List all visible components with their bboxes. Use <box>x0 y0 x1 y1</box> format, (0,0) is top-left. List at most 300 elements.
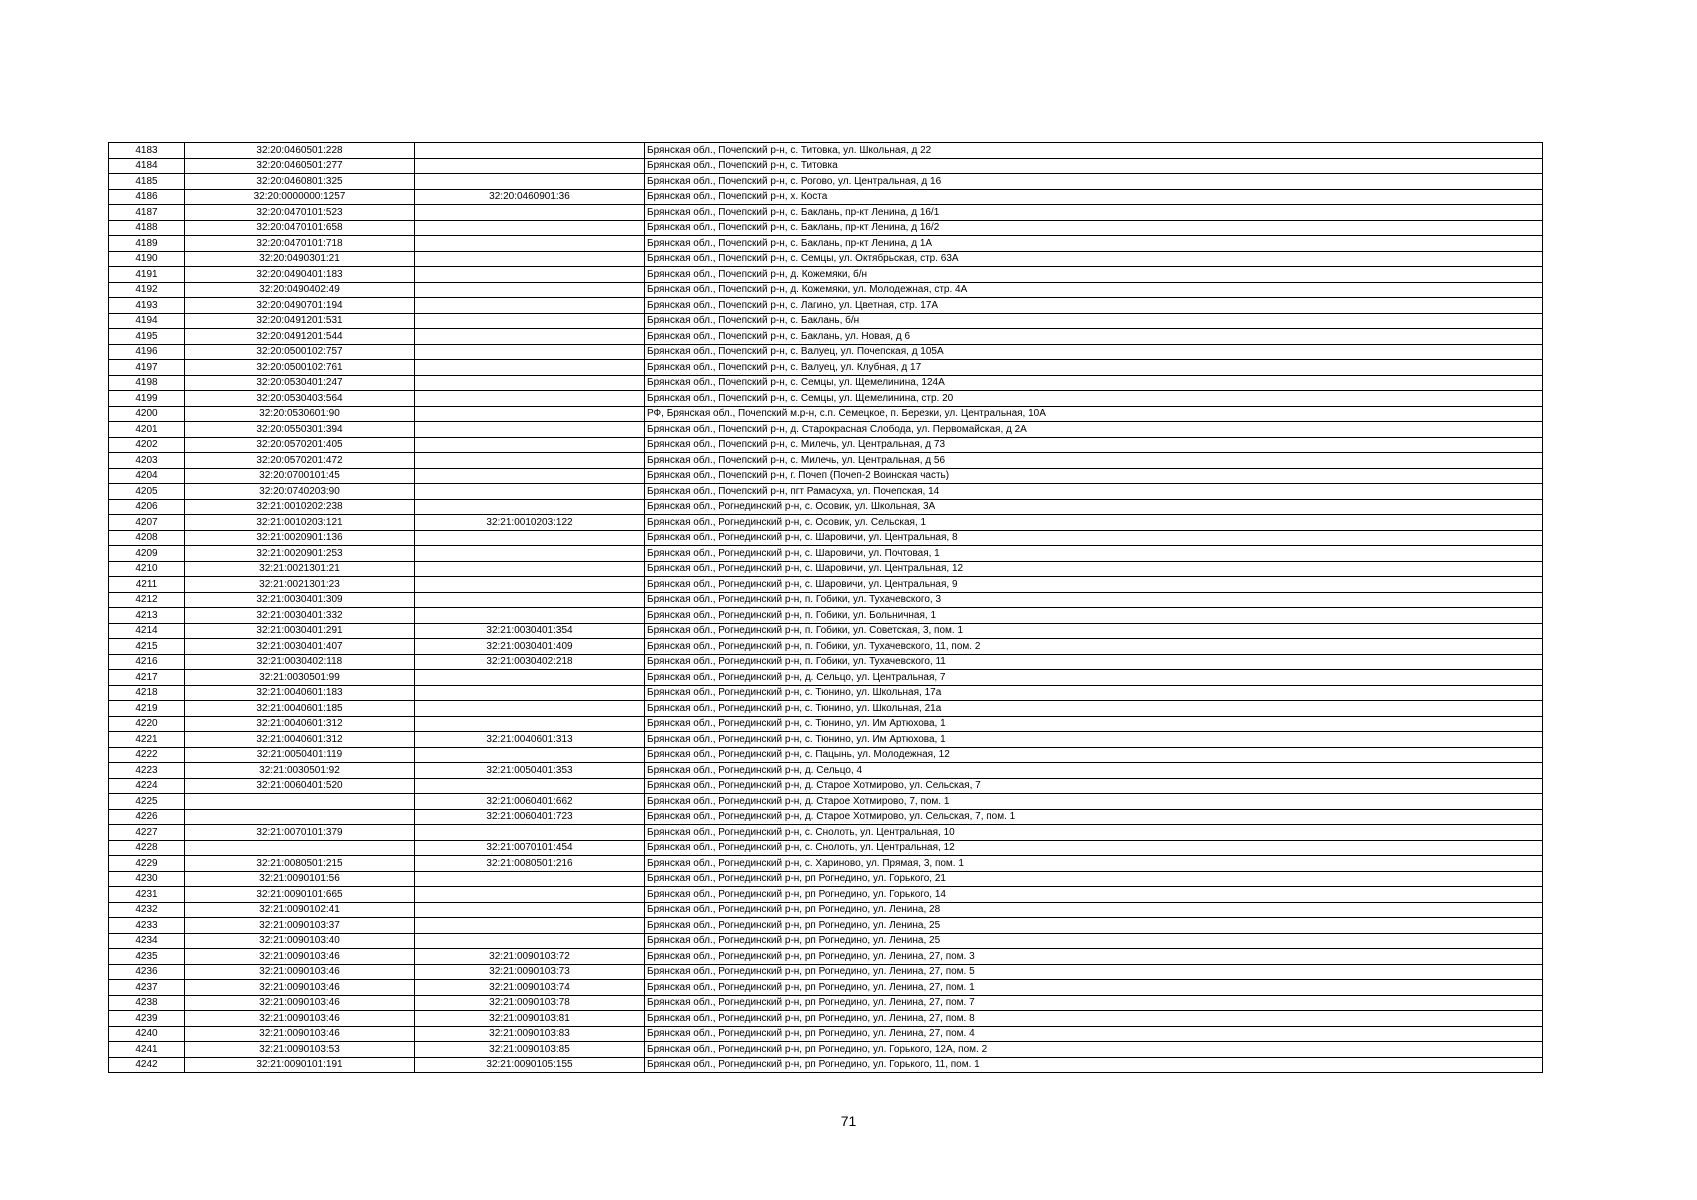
related-cadastral-number-cell: 32:21:0030401:354 <box>415 623 645 639</box>
cadastral-number-cell: 32:20:0530601:90 <box>185 406 415 422</box>
row-number-cell: 4189 <box>109 236 185 252</box>
table-row <box>109 546 1543 562</box>
related-cadastral-number-cell: 32:21:0070101:454 <box>415 840 645 856</box>
table-row <box>109 685 1543 701</box>
row-number-cell: 4203 <box>109 453 185 469</box>
table-row <box>109 747 1543 763</box>
table-row <box>109 732 1543 748</box>
row-number-cell: 4240 <box>109 1026 185 1042</box>
table-row <box>109 949 1543 965</box>
cadastral-number-cell: 32:21:0030501:99 <box>185 670 415 686</box>
address-cell: Брянская обл., Рогнединский р-н, с. Хариново, ул. Прямая, 3, пом. 1 <box>645 856 1543 872</box>
related-cadastral-number-cell: 32:21:0060401:723 <box>415 809 645 825</box>
related-cadastral-number-cell <box>415 499 645 515</box>
row-number-cell: 4183 <box>109 143 185 159</box>
table-row <box>109 608 1543 624</box>
row-number-cell: 4200 <box>109 406 185 422</box>
row-number-cell: 4207 <box>109 515 185 531</box>
cadastral-number-cell: 32:21:0040601:183 <box>185 685 415 701</box>
address-cell: Брянская обл., Рогнединский р-н, с. Снолоть, ул. Центральная, 12 <box>645 840 1543 856</box>
address-cell: Брянская обл., Рогнединский р-н, с. Осовик, ул. Сельская, 1 <box>645 515 1543 531</box>
cadastral-number-cell: 32:20:0470101:718 <box>185 236 415 252</box>
cadastral-number-cell <box>185 809 415 825</box>
table-row <box>109 360 1543 376</box>
cadastral-number-cell: 32:21:0021301:21 <box>185 561 415 577</box>
row-number-cell: 4191 <box>109 267 185 283</box>
cadastral-number-cell: 32:20:0700101:45 <box>185 468 415 484</box>
table-row <box>109 189 1543 205</box>
row-number-cell: 4194 <box>109 313 185 329</box>
row-number-cell: 4222 <box>109 747 185 763</box>
cadastral-number-cell: 32:21:0090103:46 <box>185 980 415 996</box>
row-number-cell: 4225 <box>109 794 185 810</box>
table-row <box>109 856 1543 872</box>
cadastral-number-cell: 32:20:0490701:194 <box>185 298 415 314</box>
related-cadastral-number-cell: 32:21:0090103:73 <box>415 964 645 980</box>
table-row <box>109 918 1543 934</box>
address-cell: Брянская обл., Рогнединский р-н, с. Тюнино, ул. Школьная, 21а <box>645 701 1543 717</box>
cadastral-number-cell: 32:21:0090101:191 <box>185 1057 415 1073</box>
table-row <box>109 794 1543 810</box>
row-number-cell: 4188 <box>109 220 185 236</box>
row-number-cell: 4223 <box>109 763 185 779</box>
address-cell: Брянская обл., Рогнединский р-н, рп Рогнедино, ул. Ленина, 27, пом. 4 <box>645 1026 1543 1042</box>
related-cadastral-number-cell: 32:21:0090103:81 <box>415 1011 645 1027</box>
related-cadastral-number-cell <box>415 220 645 236</box>
table-row <box>109 313 1543 329</box>
row-number-cell: 4227 <box>109 825 185 841</box>
cadastral-number-cell: 32:21:0090103:37 <box>185 918 415 934</box>
row-number-cell: 4220 <box>109 716 185 732</box>
address-cell: Брянская обл., Почепский р-н, с. Семцы, ул. Щемелинина, 124А <box>645 375 1543 391</box>
address-cell: Брянская обл., Почепский р-н, с. Милечь, ул. Центральная, д 73 <box>645 437 1543 453</box>
cadastral-number-cell: 32:20:0491201:531 <box>185 313 415 329</box>
address-cell: Брянская обл., Рогнединский р-н, рп Рогнедино, ул. Ленина, 28 <box>645 902 1543 918</box>
cadastral-number-cell: 32:21:0021301:23 <box>185 577 415 593</box>
row-number-cell: 4193 <box>109 298 185 314</box>
address-cell: Брянская обл., Рогнединский р-н, д. Сельцо, ул. Центральная, 7 <box>645 670 1543 686</box>
table-row <box>109 329 1543 345</box>
address-cell: Брянская обл., Рогнединский р-н, с. Осовик, ул. Школьная, 3А <box>645 499 1543 515</box>
cadastral-number-cell: 32:20:0491201:544 <box>185 329 415 345</box>
address-cell: Брянская обл., Почепский р-н, с. Семцы, ул. Щемелинина, стр. 20 <box>645 391 1543 407</box>
row-number-cell: 4236 <box>109 964 185 980</box>
address-cell: Брянская обл., Рогнединский р-н, с. Шаровичи, ул. Центральная, 12 <box>645 561 1543 577</box>
related-cadastral-number-cell <box>415 453 645 469</box>
address-cell: Брянская обл., Рогнединский р-н, п. Гобики, ул. Тухачевского, 3 <box>645 592 1543 608</box>
row-number-cell: 4211 <box>109 577 185 593</box>
row-number-cell: 4214 <box>109 623 185 639</box>
row-number-cell: 4201 <box>109 422 185 438</box>
address-cell: Брянская обл., Рогнединский р-н, д. Сельцо, 4 <box>645 763 1543 779</box>
address-cell: Брянская обл., Почепский р-н, с. Баклань, пр-кт Ленина, д 16/1 <box>645 205 1543 221</box>
related-cadastral-number-cell: 32:21:0090103:83 <box>415 1026 645 1042</box>
cadastral-number-cell: 32:20:0490301:21 <box>185 251 415 267</box>
cadastral-number-cell: 32:20:0530401:247 <box>185 375 415 391</box>
row-number-cell: 4221 <box>109 732 185 748</box>
table-row <box>109 887 1543 903</box>
cadastral-number-cell <box>185 794 415 810</box>
address-cell: Брянская обл., Рогнединский р-н, рп Рогнедино, ул. Ленина, 27, пом. 3 <box>645 949 1543 965</box>
cadastral-number-cell: 32:21:0090103:46 <box>185 1011 415 1027</box>
address-cell: Брянская обл., Почепский р-н, д. Кожемяки, б/н <box>645 267 1543 283</box>
table-row <box>109 143 1543 159</box>
address-cell: Брянская обл., Рогнединский р-н, п. Гобики, ул. Советская, 3, пом. 1 <box>645 623 1543 639</box>
row-number-cell: 4228 <box>109 840 185 856</box>
table-row <box>109 422 1543 438</box>
table-row <box>109 484 1543 500</box>
related-cadastral-number-cell: 32:21:0090103:72 <box>415 949 645 965</box>
table-row <box>109 825 1543 841</box>
row-number-cell: 4199 <box>109 391 185 407</box>
table-row <box>109 298 1543 314</box>
address-cell: Брянская обл., Рогнединский р-н, рп Рогнедино, ул. Ленина, 27, пом. 7 <box>645 995 1543 1011</box>
related-cadastral-number-cell <box>415 174 645 190</box>
table-row <box>109 1057 1543 1073</box>
cadastral-number-cell: 32:21:0080501:215 <box>185 856 415 872</box>
row-number-cell: 4197 <box>109 360 185 376</box>
address-cell: Брянская обл., Рогнединский р-н, рп Рогнедино, ул. Ленина, 27, пом. 5 <box>645 964 1543 980</box>
address-cell: Брянская обл., Почепский р-н, с. Баклань, пр-кт Ленина, д 1А <box>645 236 1543 252</box>
related-cadastral-number-cell <box>415 360 645 376</box>
cadastral-number-cell: 32:21:0060401:520 <box>185 778 415 794</box>
related-cadastral-number-cell <box>415 298 645 314</box>
row-number-cell: 4202 <box>109 437 185 453</box>
address-cell: Брянская обл., Почепский р-н, с. Семцы, ул. Октябрьская, стр. 63А <box>645 251 1543 267</box>
related-cadastral-number-cell <box>415 685 645 701</box>
related-cadastral-number-cell <box>415 592 645 608</box>
related-cadastral-number-cell <box>415 670 645 686</box>
cadastral-number-cell: 32:20:0490402:49 <box>185 282 415 298</box>
address-cell: Брянская обл., Рогнединский р-н, рп Рогнедино, ул. Ленина, 25 <box>645 918 1543 934</box>
address-cell: Брянская обл., Почепский р-н, г. Почеп (Почеп-2 Воинская часть) <box>645 468 1543 484</box>
table-row <box>109 763 1543 779</box>
related-cadastral-number-cell <box>415 267 645 283</box>
row-number-cell: 4212 <box>109 592 185 608</box>
related-cadastral-number-cell: 32:21:0090103:74 <box>415 980 645 996</box>
related-cadastral-number-cell <box>415 143 645 159</box>
row-number-cell: 4230 <box>109 871 185 887</box>
related-cadastral-number-cell <box>415 546 645 562</box>
table-row <box>109 220 1543 236</box>
related-cadastral-number-cell <box>415 902 645 918</box>
table-row <box>109 716 1543 732</box>
address-cell: Брянская обл., Рогнединский р-н, п. Гобики, ул. Больничная, 1 <box>645 608 1543 624</box>
address-cell: Брянская обл., Рогнединский р-н, рп Рогнедино, ул. Горького, 12А, пом. 2 <box>645 1042 1543 1058</box>
related-cadastral-number-cell <box>415 716 645 732</box>
related-cadastral-number-cell <box>415 406 645 422</box>
row-number-cell: 4206 <box>109 499 185 515</box>
row-number-cell: 4192 <box>109 282 185 298</box>
cadastral-number-cell: 32:21:0040601:312 <box>185 732 415 748</box>
table-row <box>109 499 1543 515</box>
table-row <box>109 654 1543 670</box>
related-cadastral-number-cell <box>415 375 645 391</box>
row-number-cell: 4205 <box>109 484 185 500</box>
related-cadastral-number-cell <box>415 778 645 794</box>
table-row <box>109 980 1543 996</box>
cadastral-number-cell: 32:21:0010202:238 <box>185 499 415 515</box>
table-row <box>109 406 1543 422</box>
related-cadastral-number-cell <box>415 933 645 949</box>
related-cadastral-number-cell <box>415 282 645 298</box>
row-number-cell: 4209 <box>109 546 185 562</box>
cadastral-number-cell: 32:20:0500102:757 <box>185 344 415 360</box>
related-cadastral-number-cell: 32:21:0010203:122 <box>415 515 645 531</box>
address-cell: Брянская обл., Почепский р-н, с. Баклань, пр-кт Ленина, д 16/2 <box>645 220 1543 236</box>
related-cadastral-number-cell <box>415 205 645 221</box>
row-number-cell: 4190 <box>109 251 185 267</box>
table-row <box>109 205 1543 221</box>
table-row <box>109 530 1543 546</box>
cadastral-number-cell: 32:20:0470101:523 <box>185 205 415 221</box>
row-number-cell: 4187 <box>109 205 185 221</box>
cadastral-number-cell: 32:21:0090103:46 <box>185 949 415 965</box>
cadastral-number-cell: 32:20:0000000:1257 <box>185 189 415 205</box>
related-cadastral-number-cell <box>415 577 645 593</box>
address-cell: Брянская обл., Почепский р-н, с. Лагино, ул. Цветная, стр. 17А <box>645 298 1543 314</box>
related-cadastral-number-cell <box>415 329 645 345</box>
row-number-cell: 4232 <box>109 902 185 918</box>
cadastral-number-cell: 32:20:0460501:277 <box>185 158 415 174</box>
related-cadastral-number-cell <box>415 422 645 438</box>
address-cell: Брянская обл., Рогнединский р-н, д. Старое Хотмирово, ул. Сельская, 7 <box>645 778 1543 794</box>
cadastral-number-cell: 32:21:0030401:332 <box>185 608 415 624</box>
related-cadastral-number-cell: 32:21:0040601:313 <box>415 732 645 748</box>
row-number-cell: 4195 <box>109 329 185 345</box>
cadastral-number-cell: 32:20:0490401:183 <box>185 267 415 283</box>
table-row <box>109 561 1543 577</box>
table-row <box>109 592 1543 608</box>
registry-table-body <box>109 143 1543 1073</box>
address-cell: Брянская обл., Рогнединский р-н, рп Рогнедино, ул. Ленина, 27, пом. 8 <box>645 1011 1543 1027</box>
cadastral-number-cell: 32:21:0030401:291 <box>185 623 415 639</box>
cadastral-number-cell: 32:21:0090103:40 <box>185 933 415 949</box>
row-number-cell: 4229 <box>109 856 185 872</box>
registry-table <box>108 142 1543 1073</box>
related-cadastral-number-cell <box>415 158 645 174</box>
cadastral-number-cell: 32:21:0020901:253 <box>185 546 415 562</box>
address-cell: Брянская обл., Рогнединский р-н, с. Шаровичи, ул. Почтовая, 1 <box>645 546 1543 562</box>
cadastral-number-cell: 32:20:0460801:325 <box>185 174 415 190</box>
related-cadastral-number-cell <box>415 484 645 500</box>
table-row <box>109 344 1543 360</box>
address-cell: Брянская обл., Рогнединский р-н, п. Гобики, ул. Тухачевского, 11 <box>645 654 1543 670</box>
row-number-cell: 4219 <box>109 701 185 717</box>
related-cadastral-number-cell: 32:21:0090105:155 <box>415 1057 645 1073</box>
row-number-cell: 4237 <box>109 980 185 996</box>
row-number-cell: 4241 <box>109 1042 185 1058</box>
address-cell: Брянская обл., Рогнединский р-н, с. Шаровичи, ул. Центральная, 8 <box>645 530 1543 546</box>
table-row <box>109 933 1543 949</box>
row-number-cell: 4234 <box>109 933 185 949</box>
address-cell: Брянская обл., Рогнединский р-н, рп Рогнедино, ул. Ленина, 27, пом. 1 <box>645 980 1543 996</box>
row-number-cell: 4186 <box>109 189 185 205</box>
row-number-cell: 4208 <box>109 530 185 546</box>
cadastral-number-cell: 32:21:0090103:46 <box>185 964 415 980</box>
table-row <box>109 701 1543 717</box>
address-cell: Брянская обл., Рогнединский р-н, с. Тюнино, ул. Им Артюхова, 1 <box>645 732 1543 748</box>
table-row <box>109 437 1543 453</box>
related-cadastral-number-cell <box>415 251 645 267</box>
table-row <box>109 267 1543 283</box>
row-number-cell: 4210 <box>109 561 185 577</box>
table-row <box>109 282 1543 298</box>
table-row <box>109 902 1543 918</box>
table-row <box>109 468 1543 484</box>
table-row <box>109 236 1543 252</box>
address-cell: Брянская обл., Рогнединский р-н, с. Тюнино, ул. Школьная, 17а <box>645 685 1543 701</box>
table-row <box>109 623 1543 639</box>
address-cell: Брянская обл., Почепский р-н, х. Коста <box>645 189 1543 205</box>
row-number-cell: 4242 <box>109 1057 185 1073</box>
row-number-cell: 4198 <box>109 375 185 391</box>
address-cell: Брянская обл., Рогнединский р-н, с. Снолоть, ул. Центральная, 10 <box>645 825 1543 841</box>
cadastral-number-cell: 32:21:0030401:407 <box>185 639 415 655</box>
page-number: 71 <box>840 1113 857 1129</box>
row-number-cell: 4235 <box>109 949 185 965</box>
cadastral-number-cell: 32:21:0090101:665 <box>185 887 415 903</box>
table-row <box>109 1026 1543 1042</box>
row-number-cell: 4204 <box>109 468 185 484</box>
address-cell: Брянская обл., Рогнединский р-н, рп Рогнедино, ул. Горького, 21 <box>645 871 1543 887</box>
table-row <box>109 515 1543 531</box>
cadastral-number-cell: 32:21:0070101:379 <box>185 825 415 841</box>
related-cadastral-number-cell: 32:21:0030402:218 <box>415 654 645 670</box>
address-cell: РФ, Брянская обл., Почепский м.р-н, с.п. Семецкое, п. Березки, ул. Центральная, 10А <box>645 406 1543 422</box>
related-cadastral-number-cell <box>415 561 645 577</box>
related-cadastral-number-cell <box>415 887 645 903</box>
cadastral-number-cell: 32:21:0010203:121 <box>185 515 415 531</box>
cadastral-number-cell: 32:21:0090103:46 <box>185 1026 415 1042</box>
address-cell: Брянская обл., Почепский р-н, с. Титовка, ул. Школьная, д 22 <box>645 143 1543 159</box>
related-cadastral-number-cell <box>415 391 645 407</box>
related-cadastral-number-cell <box>415 871 645 887</box>
table-row <box>109 577 1543 593</box>
address-cell: Брянская обл., Почепский р-н, с. Милечь, ул. Центральная, д 56 <box>645 453 1543 469</box>
row-number-cell: 4217 <box>109 670 185 686</box>
address-cell: Брянская обл., Почепский р-н, с. Валуец, ул. Клубная, д 17 <box>645 360 1543 376</box>
address-cell: Брянская обл., Рогнединский р-н, с. Тюнино, ул. Им Артюхова, 1 <box>645 716 1543 732</box>
address-cell: Брянская обл., Почепский р-н, с. Баклань, б/н <box>645 313 1543 329</box>
related-cadastral-number-cell: 32:21:0090103:85 <box>415 1042 645 1058</box>
address-cell: Брянская обл., Рогнединский р-н, п. Гобики, ул. Тухачевского, 11, пом. 2 <box>645 639 1543 655</box>
cadastral-number-cell: 32:20:0740203:90 <box>185 484 415 500</box>
row-number-cell: 4185 <box>109 174 185 190</box>
row-number-cell: 4215 <box>109 639 185 655</box>
cadastral-number-cell: 32:21:0030501:92 <box>185 763 415 779</box>
row-number-cell: 4224 <box>109 778 185 794</box>
address-cell: Брянская обл., Почепский р-н, д. Кожемяки, ул. Молодежная, стр. 4А <box>645 282 1543 298</box>
cadastral-number-cell <box>185 840 415 856</box>
cadastral-number-cell: 32:21:0090103:46 <box>185 995 415 1011</box>
table-row <box>109 1011 1543 1027</box>
address-cell: Брянская обл., Почепский р-н, с. Баклань, ул. Новая, д 6 <box>645 329 1543 345</box>
cadastral-number-cell: 32:20:0530403:564 <box>185 391 415 407</box>
cadastral-number-cell: 32:20:0570201:472 <box>185 453 415 469</box>
address-cell: Брянская обл., Почепский р-н, с. Рогово, ул. Центральная, д 16 <box>645 174 1543 190</box>
table-row <box>109 158 1543 174</box>
address-cell: Брянская обл., Рогнединский р-н, рп Рогнедино, ул. Горького, 11, пом. 1 <box>645 1057 1543 1073</box>
address-cell: Брянская обл., Рогнединский р-н, д. Старое Хотмирово, 7, пом. 1 <box>645 794 1543 810</box>
address-cell: Брянская обл., Рогнединский р-н, с. Шаровичи, ул. Центральная, 9 <box>645 577 1543 593</box>
address-cell: Брянская обл., Рогнединский р-н, рп Рогнедино, ул. Горького, 14 <box>645 887 1543 903</box>
related-cadastral-number-cell <box>415 747 645 763</box>
cadastral-number-cell: 32:21:0090101:56 <box>185 871 415 887</box>
related-cadastral-number-cell <box>415 608 645 624</box>
table-row <box>109 995 1543 1011</box>
related-cadastral-number-cell <box>415 236 645 252</box>
cadastral-number-cell: 32:21:0040601:185 <box>185 701 415 717</box>
related-cadastral-number-cell <box>415 825 645 841</box>
address-cell: Брянская обл., Рогнединский р-н, д. Старое Хотмирово, ул. Сельская, 7, пом. 1 <box>645 809 1543 825</box>
related-cadastral-number-cell <box>415 918 645 934</box>
cadastral-number-cell: 32:21:0030402:118 <box>185 654 415 670</box>
row-number-cell: 4216 <box>109 654 185 670</box>
table-row <box>109 375 1543 391</box>
related-cadastral-number-cell: 32:21:0060401:662 <box>415 794 645 810</box>
related-cadastral-number-cell: 32:21:0090103:78 <box>415 995 645 1011</box>
cadastral-number-cell: 32:21:0040601:312 <box>185 716 415 732</box>
cadastral-number-cell: 32:21:0050401:119 <box>185 747 415 763</box>
related-cadastral-number-cell: 32:21:0080501:216 <box>415 856 645 872</box>
related-cadastral-number-cell: 32:21:0050401:353 <box>415 763 645 779</box>
cadastral-number-cell: 32:21:0090102:41 <box>185 902 415 918</box>
related-cadastral-number-cell <box>415 530 645 546</box>
table-row <box>109 1042 1543 1058</box>
cadastral-number-cell: 32:20:0460501:228 <box>185 143 415 159</box>
table-row <box>109 453 1543 469</box>
cadastral-number-cell: 32:20:0470101:658 <box>185 220 415 236</box>
table-row <box>109 964 1543 980</box>
cadastral-number-cell: 32:20:0570201:405 <box>185 437 415 453</box>
related-cadastral-number-cell <box>415 437 645 453</box>
table-row <box>109 809 1543 825</box>
related-cadastral-number-cell <box>415 313 645 329</box>
address-cell: Брянская обл., Рогнединский р-н, рп Рогнедино, ул. Ленина, 25 <box>645 933 1543 949</box>
table-row <box>109 840 1543 856</box>
table-row <box>109 639 1543 655</box>
row-number-cell: 4226 <box>109 809 185 825</box>
address-cell: Брянская обл., Почепский р-н, д. Старокрасная Слобода, ул. Первомайская, д 2А <box>645 422 1543 438</box>
address-cell: Брянская обл., Почепский р-н, пгт Рамасуха, ул. Почепская, 14 <box>645 484 1543 500</box>
address-cell: Брянская обл., Рогнединский р-н, с. Пацынь, ул. Молодежная, 12 <box>645 747 1543 763</box>
table-row <box>109 174 1543 190</box>
table-row <box>109 391 1543 407</box>
cadastral-number-cell: 32:20:0550301:394 <box>185 422 415 438</box>
address-cell: Брянская обл., Почепский р-н, с. Титовка <box>645 158 1543 174</box>
related-cadastral-number-cell <box>415 468 645 484</box>
address-cell: Брянская обл., Почепский р-н, с. Валуец, ул. Почепская, д 105А <box>645 344 1543 360</box>
cadastral-number-cell: 32:21:0020901:136 <box>185 530 415 546</box>
row-number-cell: 4218 <box>109 685 185 701</box>
row-number-cell: 4238 <box>109 995 185 1011</box>
cadastral-number-cell: 32:21:0030401:309 <box>185 592 415 608</box>
row-number-cell: 4184 <box>109 158 185 174</box>
table-row <box>109 670 1543 686</box>
row-number-cell: 4233 <box>109 918 185 934</box>
table-row <box>109 251 1543 267</box>
row-number-cell: 4239 <box>109 1011 185 1027</box>
related-cadastral-number-cell: 32:20:0460901:36 <box>415 189 645 205</box>
table-row <box>109 871 1543 887</box>
row-number-cell: 4196 <box>109 344 185 360</box>
row-number-cell: 4213 <box>109 608 185 624</box>
cadastral-number-cell: 32:20:0500102:761 <box>185 360 415 376</box>
row-number-cell: 4231 <box>109 887 185 903</box>
related-cadastral-number-cell <box>415 701 645 717</box>
table-row <box>109 778 1543 794</box>
